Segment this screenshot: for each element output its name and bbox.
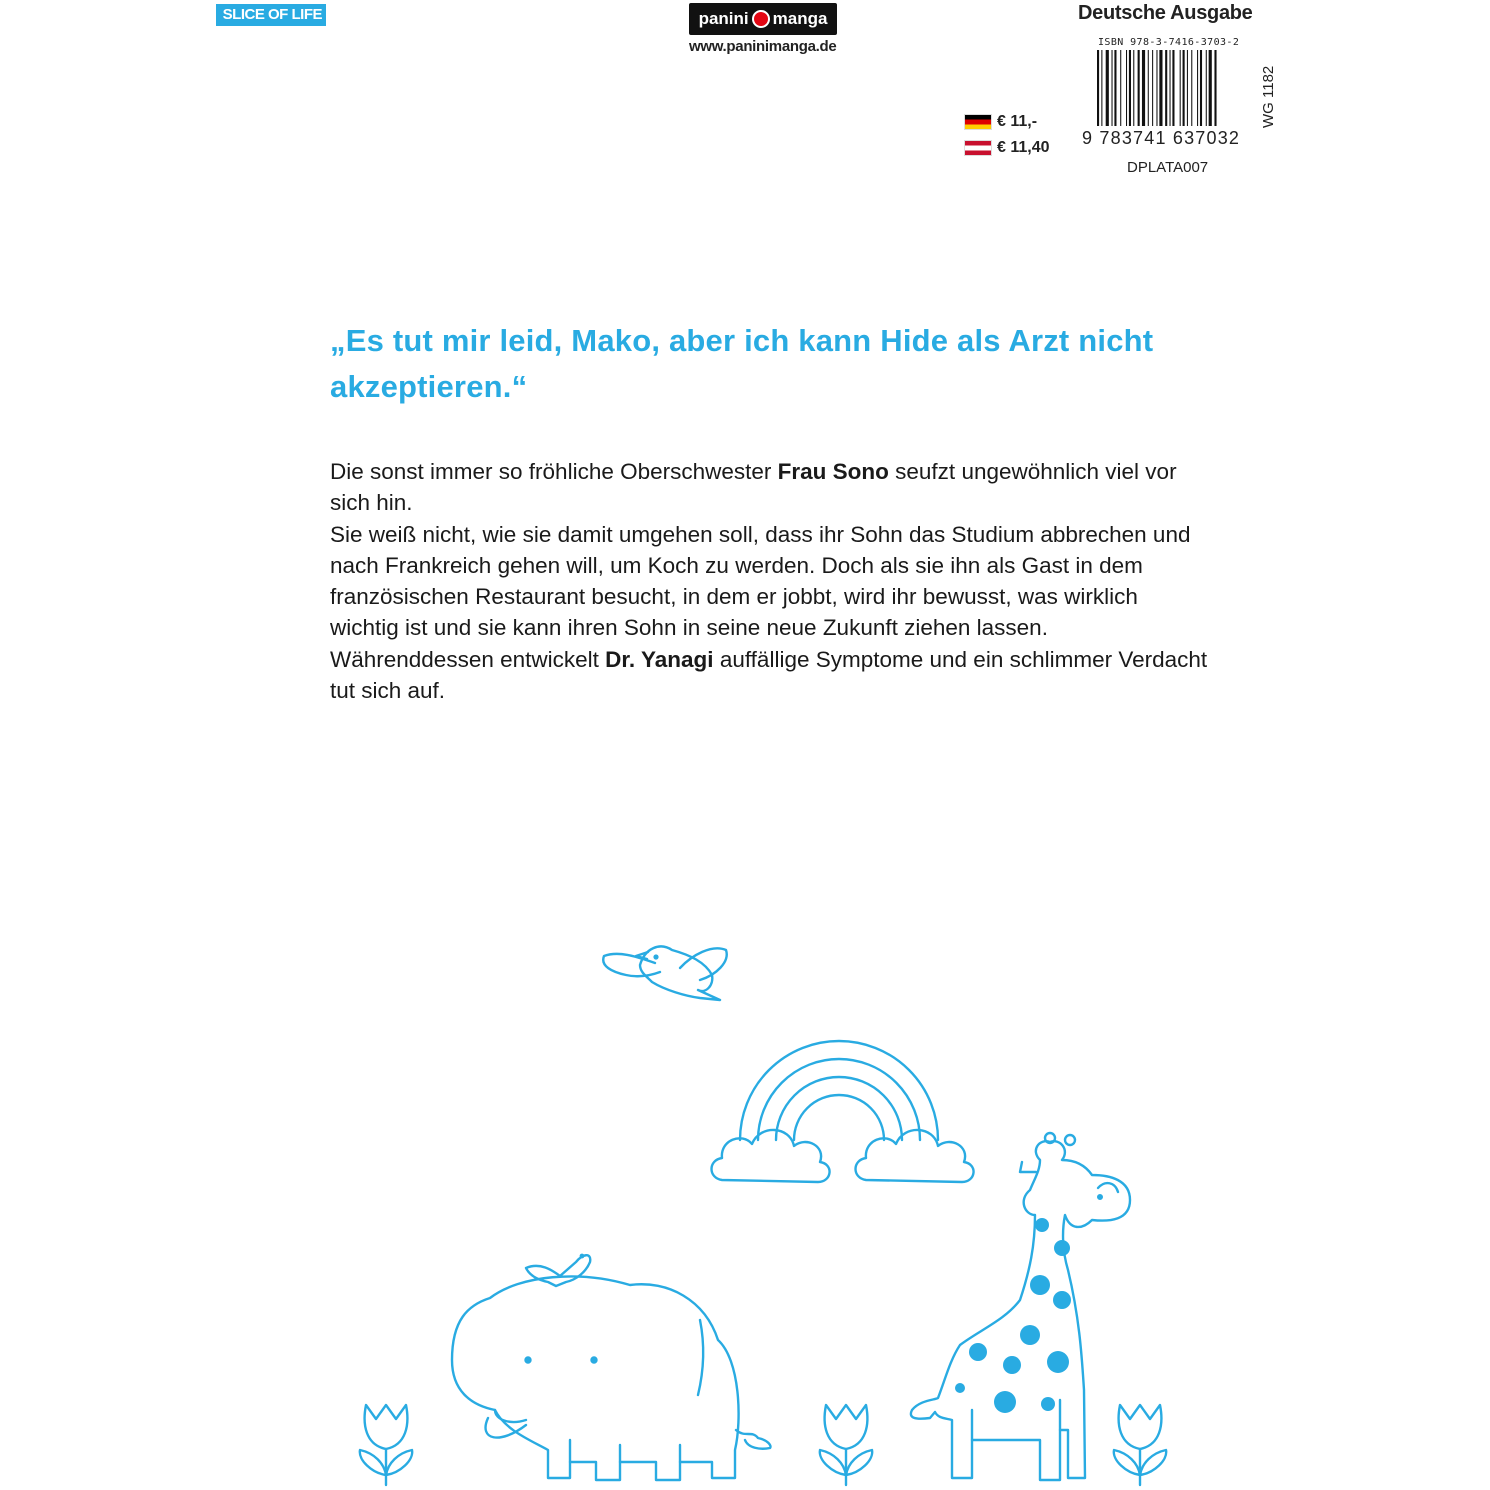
blurb-paragraph-2: Sie weiß nicht, wie sie damit umgehen soll, dass ihr Sohn das Studium abbrechen und nach Frankreich gehen will, um Koch zu werden. Doch als sie ihn als Gast in dem französischen Restaurant besucht, in dem er jobbt, wird ihr bewusst, was wirklich wichtig ist und sie kann ihren Sohn in seine neue Zukunft ziehen lassen.	[330, 521, 1191, 641]
wg-code: WG 1182	[1260, 65, 1277, 128]
barcode-digits: 9 783741 637032	[1082, 128, 1241, 148]
blurb-name-bold: Frau Sono	[777, 459, 889, 484]
elephant-icon	[452, 1276, 771, 1480]
genre-badge: SLICE OF LIFE	[216, 4, 326, 26]
blurb-text: seufzt ungewöhnlich viel vor sich hin.	[330, 459, 1177, 516]
price-austria-value: € 11,40	[997, 139, 1050, 156]
tagline-quote: „Es tut mir leid, Mako, aber ich kann Hide als Arzt nicht akzeptieren.“	[330, 323, 1154, 404]
edition-label: Deutsche Ausgabe	[1078, 2, 1253, 24]
blurb-text: auffällige Symptome und ein schlimmer Verdacht tut sich auf.	[330, 646, 1208, 704]
blurb-text: Die sonst immer so fröhliche Oberschwester	[330, 459, 778, 484]
logo-dot-icon	[752, 10, 770, 28]
product-code: DPLATA007	[1127, 159, 1209, 176]
tulip-icon	[1114, 1405, 1166, 1485]
blurb-paragraph-1	[330, 456, 1210, 519]
germany-flag-icon	[964, 114, 992, 130]
giraffe-icon	[911, 1133, 1130, 1480]
publisher-logo	[689, 3, 837, 35]
cloud-icon	[712, 1130, 830, 1182]
bird-icon	[603, 946, 726, 1000]
austria-flag-icon	[964, 140, 992, 156]
blurb-text: Währenddessen entwickelt	[330, 646, 606, 672]
barcode	[1097, 50, 1249, 126]
blurb-paragraph-3	[330, 644, 1210, 707]
logo-text-left: panini	[698, 9, 749, 28]
cloud-icon	[856, 1130, 974, 1182]
price-austria	[964, 139, 1050, 157]
publisher-website: www.paninimanga.de	[689, 38, 837, 55]
blurb-name-bold: Dr. Yanagi	[605, 646, 714, 672]
logo-text-right: manga	[772, 9, 828, 28]
tulip-icon	[820, 1405, 872, 1485]
price-germany	[964, 113, 1037, 131]
animal-illustration	[340, 930, 1200, 1490]
blurb	[330, 456, 1210, 706]
tulip-icon	[360, 1405, 412, 1485]
rainbow-icon	[740, 1041, 938, 1140]
small-bird-icon	[526, 1255, 590, 1286]
isbn-label: ISBN 978-3-7416-3703-2	[1098, 37, 1240, 48]
price-germany-value: € 11,-	[997, 113, 1038, 130]
